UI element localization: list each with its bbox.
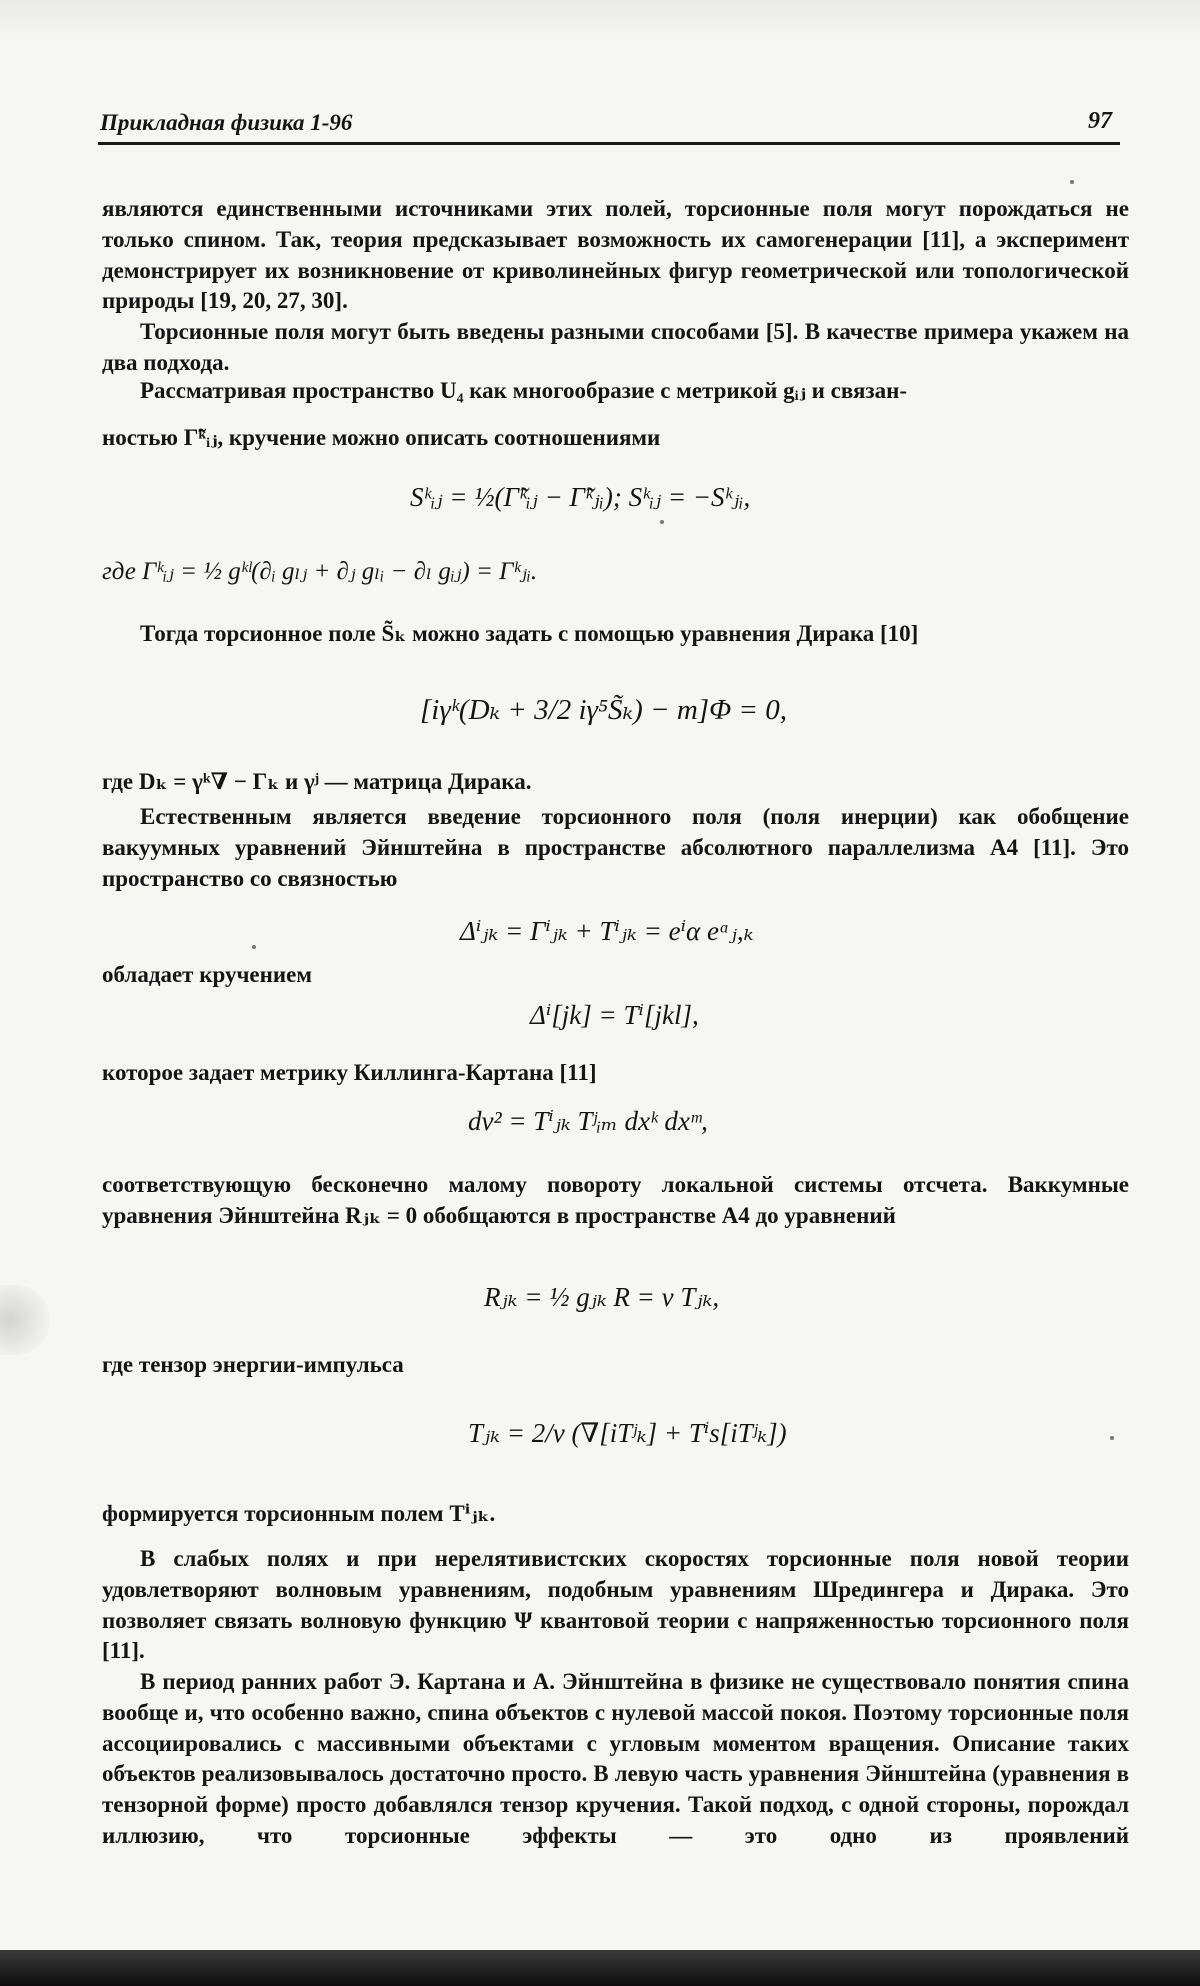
- journal-title: Прикладная физика 1-96: [100, 110, 353, 135]
- paragraph-2-text: Торсионные поля могут быть введены разными способами [5]. В качестве примера укажем на два подхода.: [102, 319, 1129, 375]
- scan-speck: [660, 520, 664, 524]
- paragraph-1: [102, 194, 1129, 317]
- equation-energy-momentum-tensor: Tⱼₖ = 2/ν (∇[iTʲₖ] + Tⁱs[iTʲₖ]): [468, 1418, 787, 1448]
- paragraph-12-text: В период ранних работ Э. Картана и А. Эйнштейна в физике не существовало понятия спина вообще и, что особенно важно, спина объектов с нулевой массой покоя. Поэтому торсионные поля ассоциировались с массивными объектами с угловым моментом вращения. Описание таких объектов реализовывалось достаточно просто. В левую часть уравнения Эйнштейна (уравнения в тензорной форме) просто добавлялся тензор кручения. Такой подход, с одной стороны, порождал иллюзию, что торсионные эффекты — это одно из проявлений: [102, 1669, 1129, 1848]
- paragraph-4: Тогда торсионное поле S̃ₖ можно задать с помощью уравнения Дирака [10]: [140, 621, 919, 646]
- paragraph-3-line-1: Рассматривая пространство U₄ как многообразие с метрикой gᵢⱼ и связан-: [140, 378, 908, 403]
- paragraph-6: обладает кручением: [102, 962, 313, 987]
- paragraph-11: [102, 1544, 1129, 1667]
- paragraph-5: [102, 802, 1129, 894]
- scan-speck: [1070, 180, 1074, 184]
- equation-dirac: [iγᵏ(Dₖ + 3/2 iγ⁵S̃ₖ) − m]Φ = 0,: [420, 694, 787, 726]
- paragraph-7: которое задает метрику Киллинга-Картана [11]: [102, 1060, 597, 1085]
- scan-speck: [252, 945, 256, 949]
- page-edge-shade: [0, 0, 1200, 40]
- dirac-matrix-note: где Dₖ = γᵏ∇ − Γₖ и γʲ — матрица Дирака.: [102, 769, 532, 794]
- paragraph-11-text: В слабых полях и при нерелятивистских скоростях торсионные поля новой теории удовлетворяют волновым уравнениям, подобным уравнениям Шредингера и Дирака. Это позволяет связать волновую функцию Ψ квантовой теории с напряженностью торсионного поля [11].: [102, 1546, 1129, 1664]
- paragraph-8: [102, 1170, 1129, 1232]
- scan-speck: [1110, 1436, 1114, 1440]
- equation-generalized-einstein: Rⱼₖ = ½ gⱼₖ R = ν Tⱼₖ,: [484, 1282, 720, 1312]
- paragraph-5-text: Естественным является введение торсионного поля (поля инерции) как обобщение вакуумных уравнений Эйнштейна в пространстве абсолютного параллелизма А4 [11]. Это пространство со связностью: [102, 804, 1129, 891]
- paragraph-8-text: соответствующую бесконечно малому повороту локальной системы отсчета. Ваккумные уравнения Эйнштейна Rⱼₖ = 0 обобщаются в пространстве А4 до уравнений: [102, 1172, 1129, 1228]
- equation-torsion-definition: Sᵏᵢⱼ = ½(Γ̃ᵏᵢⱼ − Γ̃ᵏⱼᵢ); Sᵏᵢⱼ = −Sᵏⱼᵢ,: [410, 482, 751, 512]
- equation-killing-cartan-metric: dν² = Tⁱⱼₖ Tʲᵢₘ dxᵏ dxᵐ,: [468, 1106, 708, 1136]
- running-header: [98, 106, 1120, 145]
- equation-connection: Δⁱⱼₖ = Γⁱⱼₖ + Tⁱⱼₖ = eⁱα eᵅⱼ,ₖ: [460, 916, 754, 946]
- page-number: 97: [1088, 108, 1112, 134]
- paragraph-12: [102, 1667, 1129, 1852]
- paragraph-1-text: являются единственными источниками этих полей, торсионные поля могут порождаться не только спином. Так, теория предсказывает возможность их самогенерации [11], а эксперимент демонстрирует их возникновение от криволинейных фигур геометрической или топологической природы [19, 20, 27, 30].: [102, 196, 1129, 314]
- paragraph-9: где тензор энергии-импульса: [102, 1352, 404, 1377]
- paragraph-10: формируется торсионным полем Tⁱⱼₖ.: [102, 1501, 496, 1526]
- scanner-bottom-edge: [0, 1950, 1200, 1986]
- paragraph-3-line-2: ностью Γ̃ᵏᵢⱼ, кручение можно описать соотношениями: [102, 425, 661, 450]
- equation-christoffel: где Γᵏᵢⱼ = ½ gᵏˡ(∂ᵢ gₗⱼ + ∂ⱼ gₗᵢ − ∂ₗ gᵢⱼ) = Γᵏⱼᵢ.: [102, 558, 538, 585]
- equation-torsion-antisymmetric: Δⁱ[jk] = Tⁱ[jkl],: [530, 1000, 699, 1030]
- scan-blot: [0, 1285, 50, 1355]
- paragraph-2: [102, 317, 1129, 379]
